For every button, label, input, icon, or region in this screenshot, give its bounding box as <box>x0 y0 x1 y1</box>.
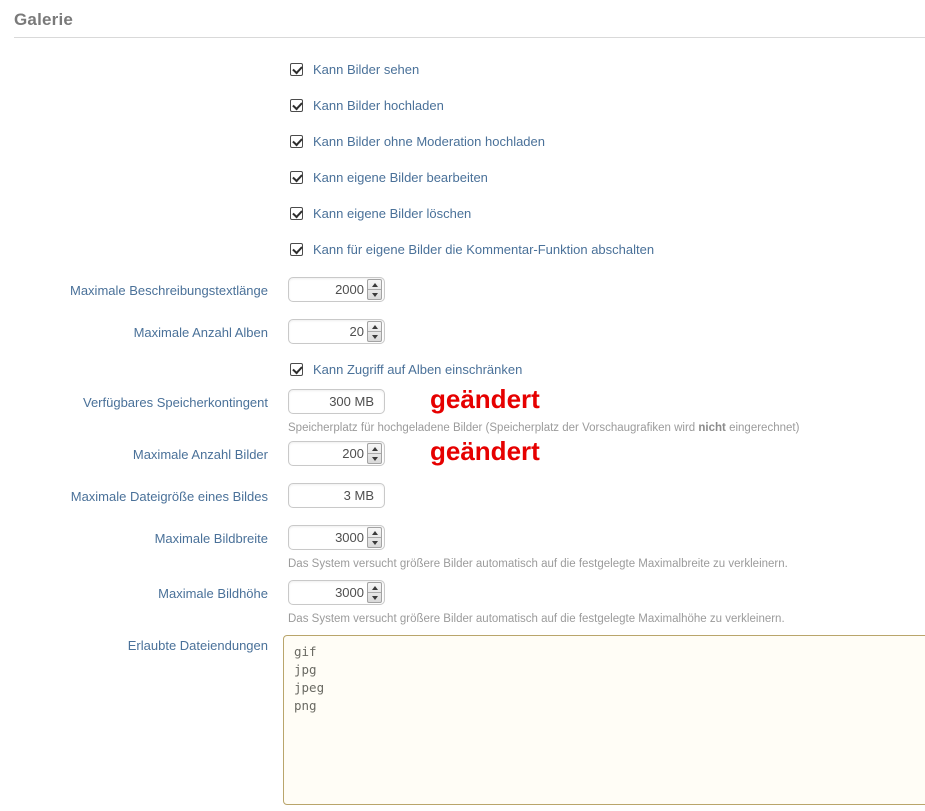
checked-checkbox-icon[interactable] <box>290 135 303 148</box>
spinner-down-icon[interactable] <box>368 332 381 341</box>
storage-quota-input[interactable] <box>288 389 385 414</box>
checkbox-row-upload-without-moderation[interactable] <box>290 133 925 150</box>
changed-annotation: geändert <box>430 436 540 466</box>
input-value[interactable]: 20 <box>349 324 364 339</box>
max-images-input[interactable] <box>288 441 385 466</box>
field-label: Maximale Anzahl Alben <box>133 325 268 340</box>
checkbox-label[interactable]: Kann Zugriff auf Alben einschränken <box>313 362 523 377</box>
field-row-max-images <box>0 436 925 466</box>
field-help-text <box>288 422 799 434</box>
checkbox-row-edit-own-images[interactable] <box>290 169 925 186</box>
field-row-file-extensions <box>0 635 925 805</box>
field-row-max-albums <box>0 319 925 344</box>
checkbox-label[interactable]: Kann für eigene Bilder die Kommentar-Funktion abschalten <box>313 242 655 257</box>
field-help-text: Das System versucht größere Bilder automatisch auf die festgelegte Maximalhöhe zu verkleinern. <box>288 613 785 625</box>
number-spinner[interactable] <box>367 443 382 464</box>
file-extensions-textarea[interactable] <box>283 635 925 805</box>
checked-checkbox-icon[interactable] <box>290 207 303 220</box>
input-value[interactable]: 3000 <box>335 585 364 600</box>
checked-checkbox-icon[interactable] <box>290 99 303 112</box>
field-help-text: Das System versucht größere Bilder automatisch auf die festgelegte Maximalbreite zu verkleinern. <box>288 558 788 570</box>
checkbox-row-restrict-album-access[interactable] <box>290 361 925 378</box>
page-title: Galerie <box>14 10 74 29</box>
checkbox-row-can-view-images[interactable] <box>290 61 925 78</box>
spinner-down-icon[interactable] <box>368 593 381 602</box>
field-row-max-height <box>0 580 925 625</box>
help-text-part: Speicherplatz für hochgeladene Bilder (Speicherplatz der Vorschaugrafiken wird <box>288 422 699 434</box>
section-header <box>14 10 925 38</box>
number-spinner[interactable] <box>367 582 382 603</box>
spinner-up-icon[interactable] <box>368 583 381 593</box>
field-label: Maximale Beschreibungstextlänge <box>70 283 268 298</box>
checked-checkbox-icon[interactable] <box>290 63 303 76</box>
description-length-input[interactable] <box>288 277 385 302</box>
input-value[interactable]: 2000 <box>335 282 364 297</box>
field-label: Maximale Bildhöhe <box>158 586 268 601</box>
spinner-up-icon[interactable] <box>368 444 381 454</box>
gallery-settings-form <box>0 61 925 805</box>
max-width-input[interactable] <box>288 525 385 550</box>
spinner-down-icon[interactable] <box>368 290 381 299</box>
field-label: Maximale Dateigröße eines Bildes <box>70 489 268 504</box>
checkbox-label[interactable]: Kann Bilder hochladen <box>313 98 444 113</box>
checkbox-label[interactable]: Kann eigene Bilder löschen <box>313 206 472 221</box>
checkbox-row-delete-own-images[interactable] <box>290 205 925 222</box>
max-filesize-input[interactable] <box>288 483 385 508</box>
checked-checkbox-icon[interactable] <box>290 243 303 256</box>
field-label: Maximale Bildbreite <box>154 531 268 546</box>
checkbox-label[interactable]: Kann eigene Bilder bearbeiten <box>313 170 488 185</box>
input-value[interactable]: 200 <box>342 446 364 461</box>
field-label: Verfügbares Speicherkontingent <box>82 395 268 410</box>
spinner-up-icon[interactable] <box>368 322 381 332</box>
checkbox-label[interactable]: Kann Bilder ohne Moderation hochladen <box>313 134 546 149</box>
number-spinner[interactable] <box>367 321 382 342</box>
number-spinner[interactable] <box>367 527 382 548</box>
help-text-part: eingerechnet) <box>725 422 800 434</box>
spinner-down-icon[interactable] <box>368 538 381 547</box>
checkbox-row-disable-comments[interactable] <box>290 241 925 258</box>
input-value[interactable]: 3 MB <box>343 488 374 503</box>
spinner-up-icon[interactable] <box>368 528 381 538</box>
input-value[interactable]: 300 MB <box>329 394 374 409</box>
field-row-max-width <box>0 525 925 570</box>
max-height-input[interactable] <box>288 580 385 605</box>
spinner-down-icon[interactable] <box>368 454 381 463</box>
field-row-description-length <box>0 277 925 302</box>
max-albums-input[interactable] <box>288 319 385 344</box>
checked-checkbox-icon[interactable] <box>290 171 303 184</box>
changed-annotation: geändert <box>430 384 540 414</box>
number-spinner[interactable] <box>367 279 382 300</box>
field-label: Maximale Anzahl Bilder <box>132 447 268 462</box>
field-row-max-filesize <box>0 483 925 508</box>
field-row-storage-quota <box>0 384 925 434</box>
checked-checkbox-icon[interactable] <box>290 363 303 376</box>
help-text-bold: nicht <box>698 422 726 434</box>
checkbox-row-can-upload-images[interactable] <box>290 97 925 114</box>
spinner-up-icon[interactable] <box>368 280 381 290</box>
checkbox-label[interactable]: Kann Bilder sehen <box>313 62 420 77</box>
field-label: Erlaubte Dateiendungen <box>127 638 268 653</box>
input-value[interactable]: 3000 <box>335 530 364 545</box>
